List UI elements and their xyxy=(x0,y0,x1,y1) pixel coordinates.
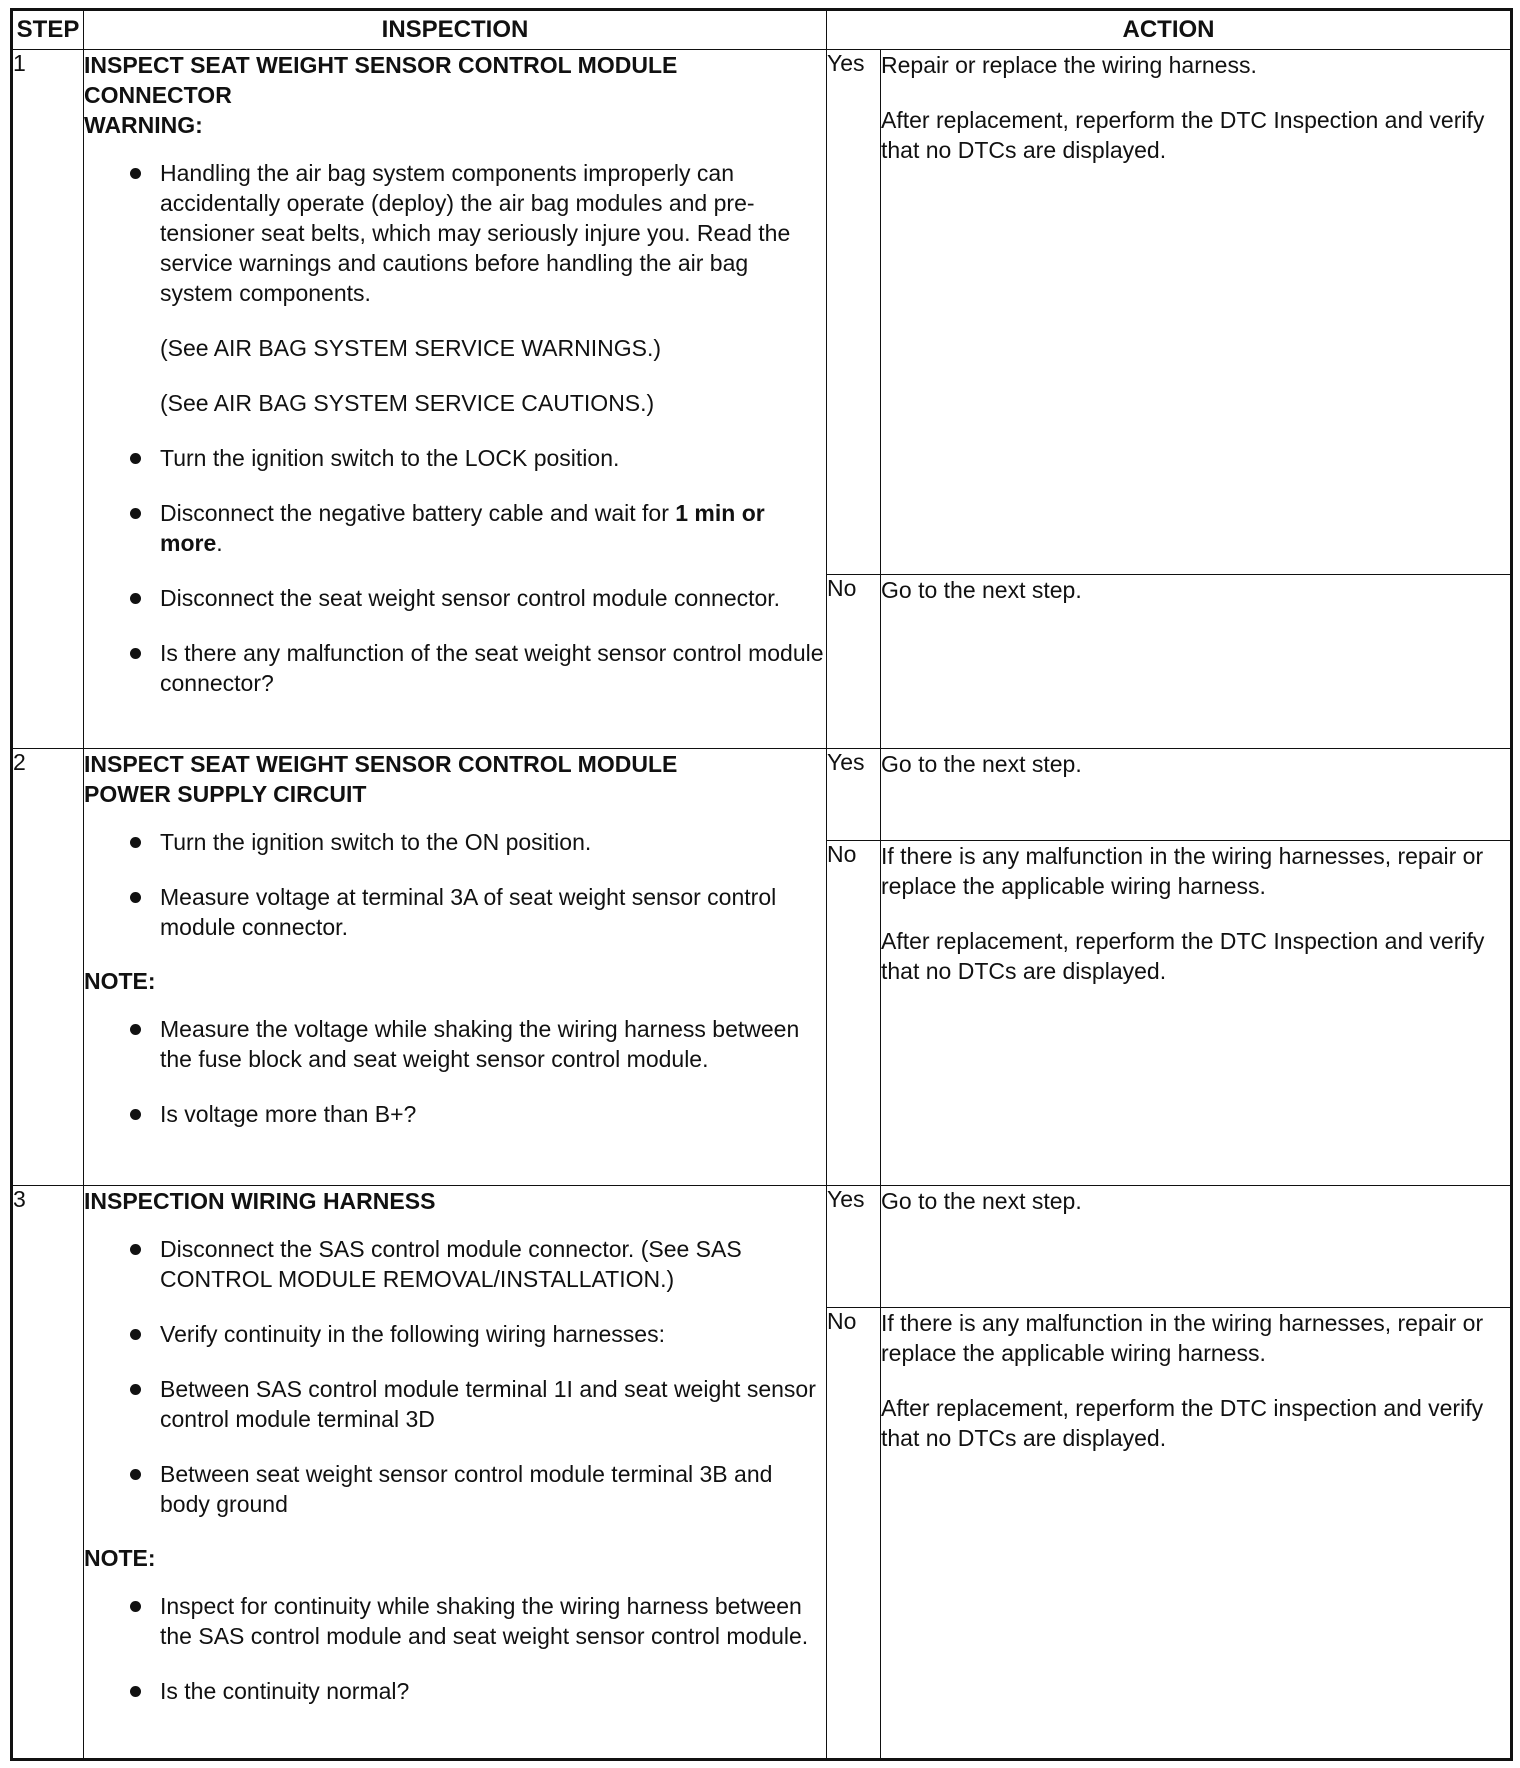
action-text: After replacement, reperform the DTC inspection and verify that no DTCs are displayed. xyxy=(881,1395,1484,1451)
step-title xyxy=(84,1186,826,1216)
step-title xyxy=(84,749,826,809)
bullet-icon xyxy=(130,1244,141,1255)
list-item xyxy=(160,638,826,698)
list-item xyxy=(160,1374,826,1434)
list-item xyxy=(160,1591,826,1651)
header-action: ACTION xyxy=(827,10,1512,50)
bullet-text: Is there any malfunction of the seat weight sensor control module connector? xyxy=(160,640,824,696)
list-item xyxy=(160,498,826,558)
bullet-icon xyxy=(130,593,141,604)
list-item xyxy=(160,882,826,942)
bullet-text: Between seat weight sensor control module terminal 3B and body ground xyxy=(160,1461,773,1517)
action-text: If there is any malfunction in the wiring harnesses, repair or replace the applicable wiring harness. xyxy=(881,843,1484,899)
list-item xyxy=(160,333,826,418)
bullet-text: Is the continuity normal? xyxy=(160,1678,410,1704)
bullet-text: Turn the ignition switch to the ON position. xyxy=(160,829,592,855)
bold-text: 1 min or more xyxy=(160,500,765,556)
reference-text: (See AIR BAG SYSTEM SERVICE CAUTIONS.) xyxy=(160,390,655,416)
no-label: No xyxy=(827,1308,881,1760)
no-action xyxy=(881,575,1512,749)
step-title-line: POWER SUPPLY CIRCUIT xyxy=(84,781,367,807)
note-label: NOTE: xyxy=(84,1545,156,1571)
action-text: Repair or replace the wiring harness. xyxy=(881,52,1257,78)
bullet-text: Disconnect the negative battery cable and wait for xyxy=(160,500,676,526)
list-item xyxy=(160,1676,826,1706)
list-item xyxy=(160,1234,826,1294)
table-header-row xyxy=(12,10,1512,50)
bullet-icon xyxy=(130,648,141,659)
step-number: 1 xyxy=(12,50,84,749)
list-item xyxy=(160,827,826,857)
list-item xyxy=(160,1099,826,1129)
header-inspection: INSPECTION xyxy=(84,10,827,50)
action-text: Go to the next step. xyxy=(881,1188,1082,1214)
bullet-icon xyxy=(130,1384,141,1395)
step-number: 2 xyxy=(12,749,84,1186)
action-text: Go to the next step. xyxy=(881,577,1082,603)
step-1-yes-row xyxy=(12,50,1512,575)
step-title-line: INSPECT SEAT WEIGHT SENSOR CONTROL MODULE xyxy=(84,52,678,78)
bullet-icon xyxy=(130,453,141,464)
action-text: Go to the next step. xyxy=(881,751,1082,777)
bullet-text: Inspect for continuity while shaking the wiring harness between the SAS control module and seat weight sensor control module. xyxy=(160,1593,809,1649)
bullet-icon xyxy=(130,1601,141,1612)
bullet-text: Handling the air bag system components improperly can accidentally operate (deploy) the air bag modules and pre-tensioner seat belts, which may seriously injure you. Read the service warnings and cautions before handling the air bag system components. xyxy=(160,160,791,306)
step-3-yes-row xyxy=(12,1186,1512,1308)
step-3-inspection xyxy=(84,1186,827,1760)
step-2-yes-row xyxy=(12,749,1512,841)
list-item xyxy=(160,1014,826,1074)
action-text: If there is any malfunction in the wiring harnesses, repair or replace the applicable wiring harness. xyxy=(881,1310,1484,1366)
bullet-text: Measure voltage at terminal 3A of seat weight sensor control module connector. xyxy=(160,884,777,940)
list-item xyxy=(160,1459,826,1519)
step-title-line: INSPECT SEAT WEIGHT SENSOR CONTROL MODULE xyxy=(84,751,678,777)
bullet-text: Verify continuity in the following wiring harnesses: xyxy=(160,1321,665,1347)
yes-label: Yes xyxy=(827,50,881,575)
bullet-text: Between SAS control module terminal 1I and seat weight sensor control module terminal 3D xyxy=(160,1376,816,1432)
diagnostic-table xyxy=(10,8,1513,1761)
list-item xyxy=(160,443,826,473)
no-action xyxy=(881,1308,1512,1760)
bullet-list xyxy=(84,158,826,698)
bullet-list xyxy=(84,1234,826,1519)
no-action xyxy=(881,841,1512,1186)
bullet-icon xyxy=(130,168,141,179)
warning-label: WARNING: xyxy=(84,112,203,138)
list-item xyxy=(160,583,826,613)
yes-action xyxy=(881,1186,1512,1308)
list-item xyxy=(160,158,826,308)
step-title-line: INSPECTION WIRING HARNESS xyxy=(84,1188,436,1214)
bullet-icon xyxy=(130,1329,141,1340)
no-label: No xyxy=(827,575,881,749)
bullet-text: Is voltage more than B+? xyxy=(160,1101,417,1127)
header-step: STEP xyxy=(12,10,84,50)
bullet-icon xyxy=(130,892,141,903)
bullet-text: Disconnect the SAS control module connector. (See SAS CONTROL MODULE REMOVAL/INSTALLATION.) xyxy=(160,1236,742,1292)
yes-action xyxy=(881,749,1512,841)
action-text: After replacement, reperform the DTC Inspection and verify that no DTCs are displayed. xyxy=(881,928,1485,984)
bullet-icon xyxy=(130,1686,141,1697)
step-2-inspection xyxy=(84,749,827,1186)
yes-label: Yes xyxy=(827,749,881,841)
bullet-text: . xyxy=(216,530,223,556)
no-label: No xyxy=(827,841,881,1186)
bullet-text: Turn the ignition switch to the LOCK position. xyxy=(160,445,620,471)
step-title xyxy=(84,50,826,140)
bullet-icon xyxy=(130,508,141,519)
bullet-icon xyxy=(130,1024,141,1035)
bullet-icon xyxy=(130,837,141,848)
action-text: After replacement, reperform the DTC Inspection and verify that no DTCs are displayed. xyxy=(881,107,1485,163)
bullet-text: Disconnect the seat weight sensor control module connector. xyxy=(160,585,781,611)
step-1-inspection xyxy=(84,50,827,749)
yes-label: Yes xyxy=(827,1186,881,1308)
note-label: NOTE: xyxy=(84,968,156,994)
bullet-icon xyxy=(130,1469,141,1480)
bullet-list xyxy=(84,827,826,942)
reference-text: (See AIR BAG SYSTEM SERVICE WARNINGS.) xyxy=(160,335,662,361)
bullet-icon xyxy=(130,1109,141,1120)
bullet-list xyxy=(84,1014,826,1129)
step-title-line: CONNECTOR xyxy=(84,82,232,108)
list-item xyxy=(160,1319,826,1349)
bullet-list xyxy=(84,1591,826,1706)
bullet-text: Measure the voltage while shaking the wiring harness between the fuse block and seat weight sensor control module. xyxy=(160,1016,800,1072)
step-number: 3 xyxy=(12,1186,84,1760)
yes-action xyxy=(881,50,1512,575)
